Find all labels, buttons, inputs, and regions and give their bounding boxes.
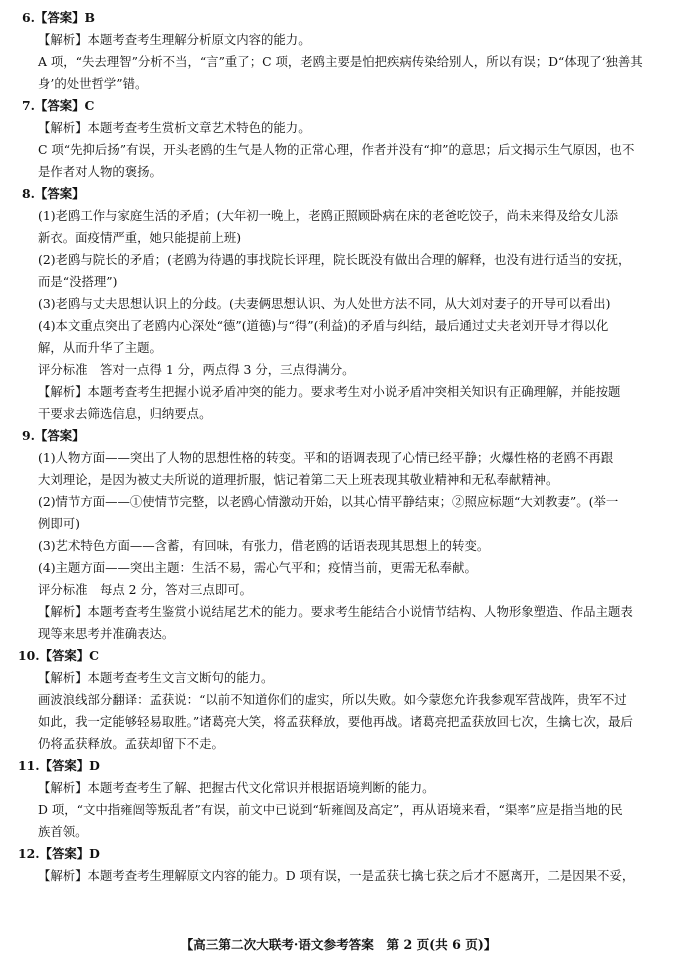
answer-heading: 12.【答案】D: [18, 846, 100, 861]
answer-line: 如此，我一定能够轻易取胜。”诸葛亮大笑，将孟获释放，要他再战。诸葛亮把孟获放回七次，生擒七次，最后: [38, 714, 633, 729]
answer-item: [18, 755, 663, 843]
answer-heading: 11.【答案】D: [18, 758, 100, 773]
answer-item: [18, 425, 663, 645]
answer-line: (2)情节方面——①使情节完整，以老鸥心情激动开始，以其心情平静结束；②照应标题“大刘教妻”。(举一: [38, 494, 619, 509]
answer-heading: 6.【答案】B: [22, 10, 95, 25]
answer-line: 【解析】本题考查考生理解分析原文内容的能力。: [38, 32, 311, 47]
answer-line: 画波浪线部分翻译：孟获说：“以前不知道你们的虚实，所以失败。如今蒙您允许我参观军营战阵，贵军不过: [38, 692, 627, 707]
answer-line: 大刘理论，是因为被丈夫所说的道理折服，惦记着第二天上班表现其敬业精神和无私奉献精神。: [38, 472, 559, 487]
answer-line: D 项，“文中指雍闿等叛乱者”有误，前文中已说到“斩雍闿及高定”，再从语境来看，“渠率”应是指当地的民: [38, 802, 623, 817]
answer-line: 是作者对人物的褒扬。: [38, 164, 162, 179]
answer-line: (1)人物方面——突出了人物的思想性格的转变。平和的语调表现了心情已经平静；火爆性格的老鸥不再跟: [38, 450, 614, 465]
answer-line: (3)老鸥与丈夫思想认识上的分歧。(夫妻俩思想认识、为人处世方法不同，从大刘对妻子的开导可以看出): [38, 296, 611, 311]
answer-line: C 项“先抑后扬”有误，开头老鸥的生气是人物的正常心理，作者并没有“抑”的意思；后文揭示生气原因，也不: [38, 142, 635, 157]
answer-line: 【解析】本题考查考生赏析文章艺术特色的能力。: [38, 120, 311, 135]
answer-line: 解，从而升华了主题。: [38, 340, 162, 355]
answer-line: A 项，“失去理智”分析不当，“言”重了；C 项，老鸥主要是怕把疾病传染给别人，所以有误；D“体现了‘独善其: [38, 54, 643, 69]
answer-item: [18, 7, 663, 95]
answer-line: 而是“没搭理”): [38, 274, 118, 289]
answer-line: 【解析】本题考查考生鉴赏小说结尾艺术的能力。要求考生能结合小说情节结构、人物形象塑造、作品主题表: [38, 604, 633, 619]
answer-line: 干要求去筛选信息，归纳要点。: [38, 406, 212, 421]
answer-heading: 8.【答案】: [22, 186, 85, 201]
answer-line: (1)老鸥工作与家庭生活的矛盾；(大年初一晚上，老鸥正照顾卧病在床的老爸吃饺子，尚未来得及给女儿添: [38, 208, 618, 223]
answer-line: (3)艺术特色方面——含蓄，有回味，有张力，借老鸥的话语表现其思想上的转变。: [38, 538, 490, 553]
answer-line: 仍将孟获释放。孟获却留下不走。: [38, 736, 224, 751]
answer-line: 【解析】本题考查考生理解原文内容的能力。D 项有误，一是孟获七擒七获之后才不愿离开，二是因果不妥，: [38, 868, 635, 883]
answer-line: 例即可): [38, 516, 81, 531]
answer-item: [18, 843, 663, 887]
answer-line: (4)主题方面——突出主题：生活不易，需心气平和；疫情当前，更需无私奉献。: [38, 560, 477, 575]
answer-heading: 7.【答案】C: [22, 98, 95, 113]
answer-content: [18, 7, 663, 887]
answer-heading: 10.【答案】C: [18, 648, 99, 663]
answer-line: 身’的处世哲学”错。: [38, 76, 148, 91]
answer-line: 评分标准 答对一点得 1 分，两点得 3 分，三点得满分。: [38, 362, 355, 377]
answer-line: 评分标准 每点 2 分，答对三点即可。: [38, 582, 253, 597]
page-footer: 【高三第二次大联考·语文参考答案 第 2 页(共 6 页)】: [180, 937, 497, 952]
answer-heading: 9.【答案】: [22, 428, 85, 443]
answer-item: [18, 183, 663, 425]
answer-item: [18, 645, 663, 755]
answer-line: 【解析】本题考查考生把握小说矛盾冲突的能力。要求考生对小说矛盾冲突相关知识有正确理解，并能按题: [38, 384, 621, 399]
answer-line: 【解析】本题考查考生文言文断句的能力。: [38, 670, 274, 685]
answer-line: 族首领。: [38, 824, 88, 839]
answer-line: (2)老鸥与院长的矛盾；(老鸥为待遇的事找院长评理，院长既没有做出合理的解释，也没有进行适当的安抚，: [38, 252, 631, 267]
answer-line: 现等来思考并准确表达。: [38, 626, 175, 641]
answer-line: 新衣。面疫情严重，她只能提前上班): [38, 230, 242, 245]
answer-item: [18, 95, 663, 183]
answer-line: (4)本文重点突出了老鸥内心深处“德”(道德)与“得”(利益)的矛盾与纠结，最后通过丈夫老刘开导才得以化: [38, 318, 609, 333]
answer-line: 【解析】本题考查考生了解、把握古代文化常识并根据语境判断的能力。: [38, 780, 435, 795]
